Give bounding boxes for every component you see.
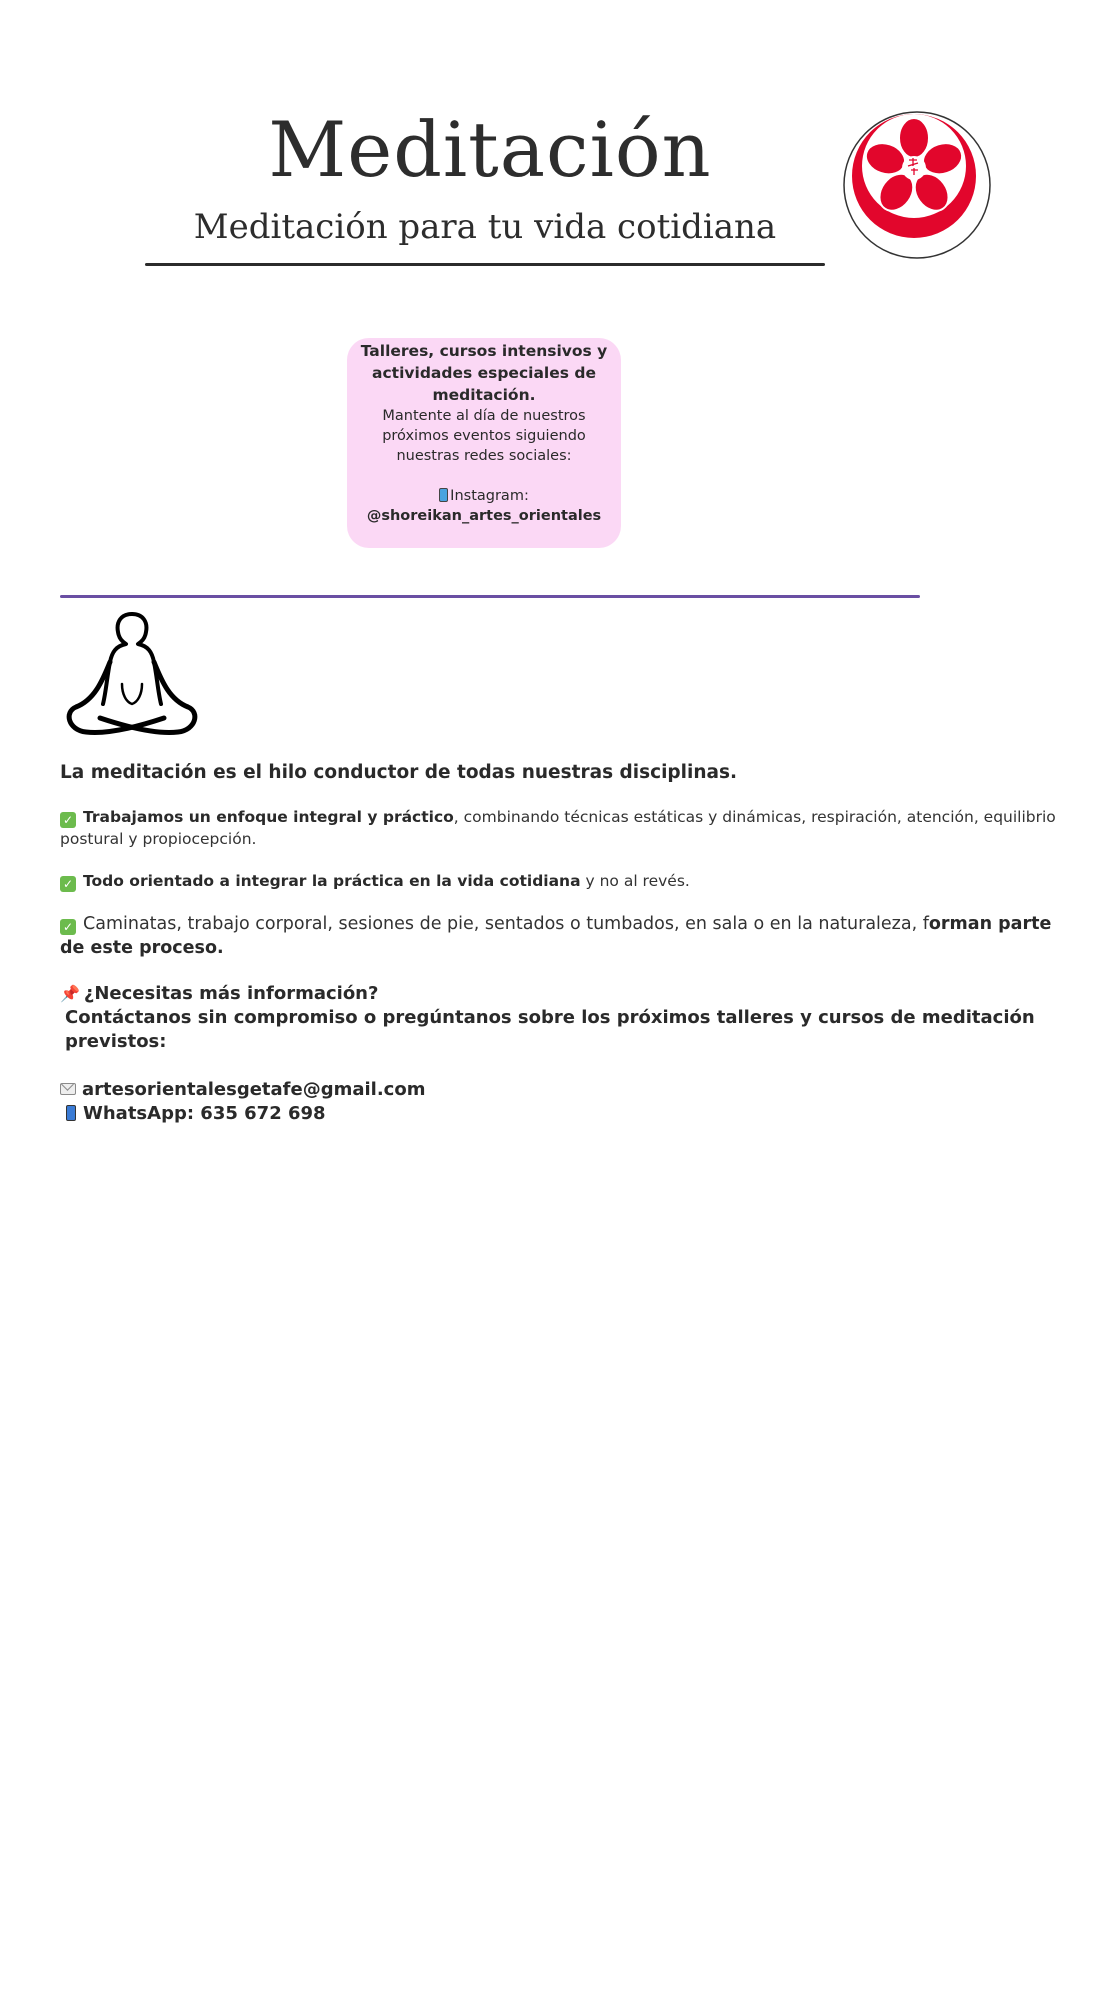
question-text: ¿Necesitas más información? (83, 983, 379, 1004)
item-bold: Trabajamos un enfoque integral y práctico (83, 808, 454, 826)
instagram-label: Instagram: (450, 488, 529, 504)
check-icon: ✓ (60, 919, 76, 935)
contact-line: Contáctanos sin compromiso o pregúntanos sobre los próximos talleres y cursos de meditación previstos: (65, 1007, 1035, 1052)
email-line (60, 1078, 1070, 1102)
check-icon: ✓ (60, 812, 76, 828)
events-info-box (347, 338, 621, 548)
list-item (60, 870, 1070, 892)
phone-icon (66, 1105, 76, 1121)
section-divider (60, 595, 920, 598)
item-text: y no al revés. (580, 872, 690, 890)
email-link[interactable]: artesorientalesgetafe@gmail.com (82, 1079, 426, 1100)
logo-emblem (842, 110, 992, 260)
lead-text: La meditación es el hilo conductor de todas nuestras disciplinas. (60, 762, 738, 783)
item-bold: orman parte de este proceso. (60, 914, 1052, 958)
whatsapp-text[interactable]: WhatsApp: 635 672 698 (83, 1103, 326, 1124)
instagram-handle[interactable]: @shoreikan_artes_orientales (366, 508, 602, 524)
info-heading: Talleres, cursos intensivos y actividades especiales de meditación. (360, 342, 608, 404)
list-item (60, 806, 1070, 850)
page-title: Meditación (268, 105, 712, 194)
check-icon: ✓ (60, 876, 76, 892)
whatsapp-line (60, 1102, 1070, 1126)
question-line (60, 982, 1070, 1006)
list-item (60, 912, 1070, 960)
item-text: , combinando técnicas estáticas y dinámicas, respiración, atención, equilibrio postural y propiocepción. (60, 808, 1056, 848)
title-divider (145, 263, 825, 266)
instagram-line (355, 486, 613, 506)
item-bold: Todo orientado a integrar la práctica en la vida cotidiana (83, 872, 581, 890)
meditator-icon (66, 612, 198, 740)
mobile-arrow-icon (439, 488, 448, 502)
info-text: Mantente al día de nuestros próximos eventos siguiendo nuestras redes sociales: (382, 408, 586, 464)
pushpin-icon: 📌 (60, 984, 80, 1003)
page-subtitle: Meditación para tu vida cotidiana (193, 207, 777, 247)
main-content (60, 762, 1070, 1126)
envelope-icon (60, 1083, 76, 1095)
item-text: Caminatas, trabajo corporal, sesiones de pie, sentados o tumbados, en sala o en la naturaleza, f (83, 914, 929, 934)
